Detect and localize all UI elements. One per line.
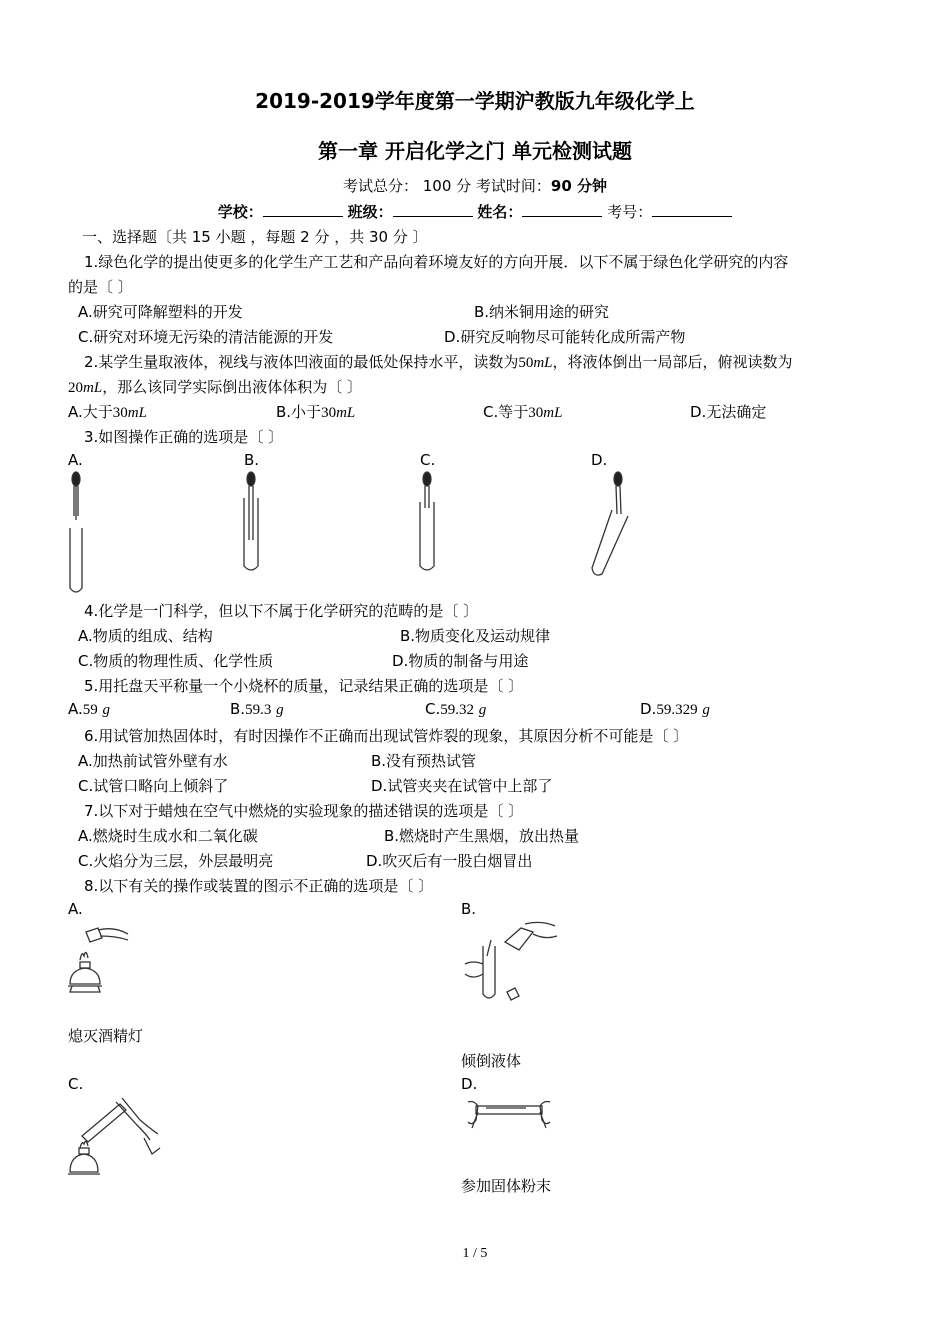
q2-a-num: 30: [112, 405, 128, 421]
q2-option-b: [276, 401, 355, 422]
title-line-2: 第一章 开启化学之门 单元检测试题: [318, 139, 632, 163]
q5-b-num: 59.3: [245, 702, 272, 718]
q2-c-text: C.等于: [483, 403, 529, 421]
q8-label-d: D.: [461, 1075, 478, 1093]
q2-b-unit: mL: [336, 405, 356, 421]
q1-stem-line1: 1.绿色化学的提出使更多的化学生产工艺和产品向着环境友好的方向开展．以下不属于绿色化学研究的内容: [84, 253, 789, 271]
field-name: 姓名：: [477, 203, 523, 221]
q5-a-num: 59: [82, 702, 98, 718]
q3-figure-a-dropper-tube: [66, 470, 90, 596]
q2-text-1: 2.某学生量取液体，视线与液体凹液面的最低处保持水平，读数为: [84, 353, 519, 371]
q3-label-c: C.: [420, 451, 436, 469]
q5-option-c: [425, 700, 486, 719]
q7-option-d: D.吹灭后有一股白烟冒出: [366, 852, 533, 870]
q2-stem-line2: [68, 376, 362, 397]
field-exam-no: 考号：: [607, 203, 653, 221]
q6-option-a: A.加热前试管外壁有水: [78, 752, 228, 770]
q3-label-a: A.: [68, 451, 83, 469]
q6-option-d: D.试管夹夹在试管中上部了: [371, 777, 553, 795]
field-class: 班级：: [347, 203, 393, 221]
q5-b-unit: g: [276, 702, 284, 718]
q3-figure-c-dropper-mouth: [417, 470, 441, 576]
exam-time: 90 分钟: [550, 177, 608, 195]
q5-option-b: [230, 700, 284, 719]
q3-label-d: D.: [591, 451, 608, 469]
q4-option-a: A.物质的组成、结构: [78, 627, 213, 645]
q2-unit-1: mL: [533, 355, 553, 371]
exam-no-blank[interactable]: [652, 203, 732, 217]
q5-d-unit: g: [702, 702, 710, 718]
q5-c-num: 59.32: [440, 702, 474, 718]
q8-caption-a: 熄灭酒精灯: [68, 1027, 144, 1045]
q2-b-text: B.小于: [276, 403, 322, 421]
q2-unit-2: mL: [83, 380, 103, 396]
q8-caption-b: 倾倒液体: [461, 1052, 522, 1070]
q8-caption-d: 参加固体粉末: [461, 1177, 552, 1195]
q8-figure-b-pouring: [461, 920, 561, 1006]
q7-option-b: B.燃烧时产生黑烟，放出热量: [384, 827, 580, 845]
q2-a-text: A.大于: [68, 403, 113, 421]
q1-option-d: D.研究反响物尽可能转化成所需产物: [444, 328, 686, 346]
q2-text-2: ，将液体倒出一局部后，俯视读数为: [552, 353, 793, 371]
q1-stem-line2: 的是〔 〕: [68, 278, 133, 296]
q6-stem: 6.用试管加热固体时，有时因操作不正确而出现试管炸裂的现象，其原因分析不可能是〔 〕: [84, 727, 689, 745]
q8-stem: 8.以下有关的操作或装置的图示不正确的选项是〔 〕: [84, 877, 434, 895]
q2-stem-line1: [84, 351, 793, 372]
section-heading: 一、选择题〔共 15 小题 ，每题 2 分 ，共 30 分 〕: [82, 228, 428, 246]
school-blank[interactable]: [263, 203, 343, 217]
q5-a-unit: g: [102, 702, 111, 718]
q7-option-c: C.火焰分为三层，外层最明亮: [78, 852, 274, 870]
q2-option-d: D.无法确定: [690, 403, 767, 421]
q1-option-a: A.研究可降解塑料的开发: [78, 303, 243, 321]
q8-label-b: B.: [461, 900, 477, 918]
student-info-line: [0, 201, 950, 222]
q2-c-unit: mL: [543, 405, 563, 421]
q6-option-c: C.试管口略向上倾斜了: [78, 777, 229, 795]
q2-c-num: 30: [528, 405, 544, 421]
q5-option-a: [68, 700, 110, 719]
q5-c-text: C.: [425, 700, 441, 718]
title-line-1: 2019-2019学年度第一学期沪教版九年级化学上: [255, 89, 695, 113]
q6-option-b: B.没有预热试管: [371, 752, 477, 770]
exam-info: [0, 175, 950, 196]
q4-option-d: D.物质的制备与用途: [392, 652, 529, 670]
q8-label-c: C.: [68, 1075, 84, 1093]
q8-figure-a-alcohol-lamp: [66, 920, 136, 998]
field-school: 学校：: [217, 203, 263, 221]
q5-d-num: 59.329: [656, 702, 698, 718]
q8-figure-d-powder: [466, 1098, 552, 1140]
q4-option-b: B.物质变化及运动规律: [400, 627, 551, 645]
q1-option-b: B.纳米铜用途的研究: [474, 303, 610, 321]
page-number: 1 / 5: [462, 1246, 488, 1261]
q5-c-unit: g: [478, 702, 487, 718]
q2-text-3: ，那么该同学实际倒出液体体积为〔 〕: [102, 378, 362, 396]
q4-option-c: C.物质的物理性质、化学性质: [78, 652, 274, 670]
q2-b-num: 30: [321, 405, 337, 421]
q7-stem: 7.以下对于蜡烛在空气中燃烧的实验现象的描述错误的选项是〔 〕: [84, 802, 524, 820]
q5-a-text: A.: [68, 700, 83, 718]
q3-stem: 3.如图操作正确的选项是〔 〕: [84, 428, 284, 446]
q3-figure-d-tilted-tube: [588, 470, 638, 580]
q3-figure-b-dropper-inside: [241, 470, 265, 576]
q2-num-50: 50: [518, 355, 534, 371]
q3-label-b: B.: [244, 451, 260, 469]
q2-num-20: 20: [68, 380, 83, 396]
q8-label-a: A.: [68, 900, 83, 918]
q5-stem: 5.用托盘天平称量一个小烧杯的质量，记录结果正确的选项是〔 〕: [84, 677, 524, 695]
q2-a-unit: mL: [127, 405, 147, 421]
q2-option-c: [483, 401, 562, 422]
q2-option-a: [68, 401, 147, 422]
q8-figure-c-heating-tube: [66, 1094, 166, 1180]
exam-info-prefix: 考试总分： 100 分 考试时间：: [342, 177, 551, 195]
q1-option-c: C.研究对环境无污染的清洁能源的开发: [78, 328, 334, 346]
class-blank[interactable]: [393, 203, 473, 217]
q5-d-text: D.: [640, 700, 657, 718]
q4-stem: 4.化学是一门科学，但以下不属于化学研究的范畴的是〔 〕: [84, 602, 479, 620]
q7-option-a: A.燃烧时生成水和二氧化碳: [78, 827, 258, 845]
q5-option-d: [640, 700, 710, 719]
q5-b-text: B.: [230, 700, 246, 718]
name-blank[interactable]: [522, 203, 602, 217]
